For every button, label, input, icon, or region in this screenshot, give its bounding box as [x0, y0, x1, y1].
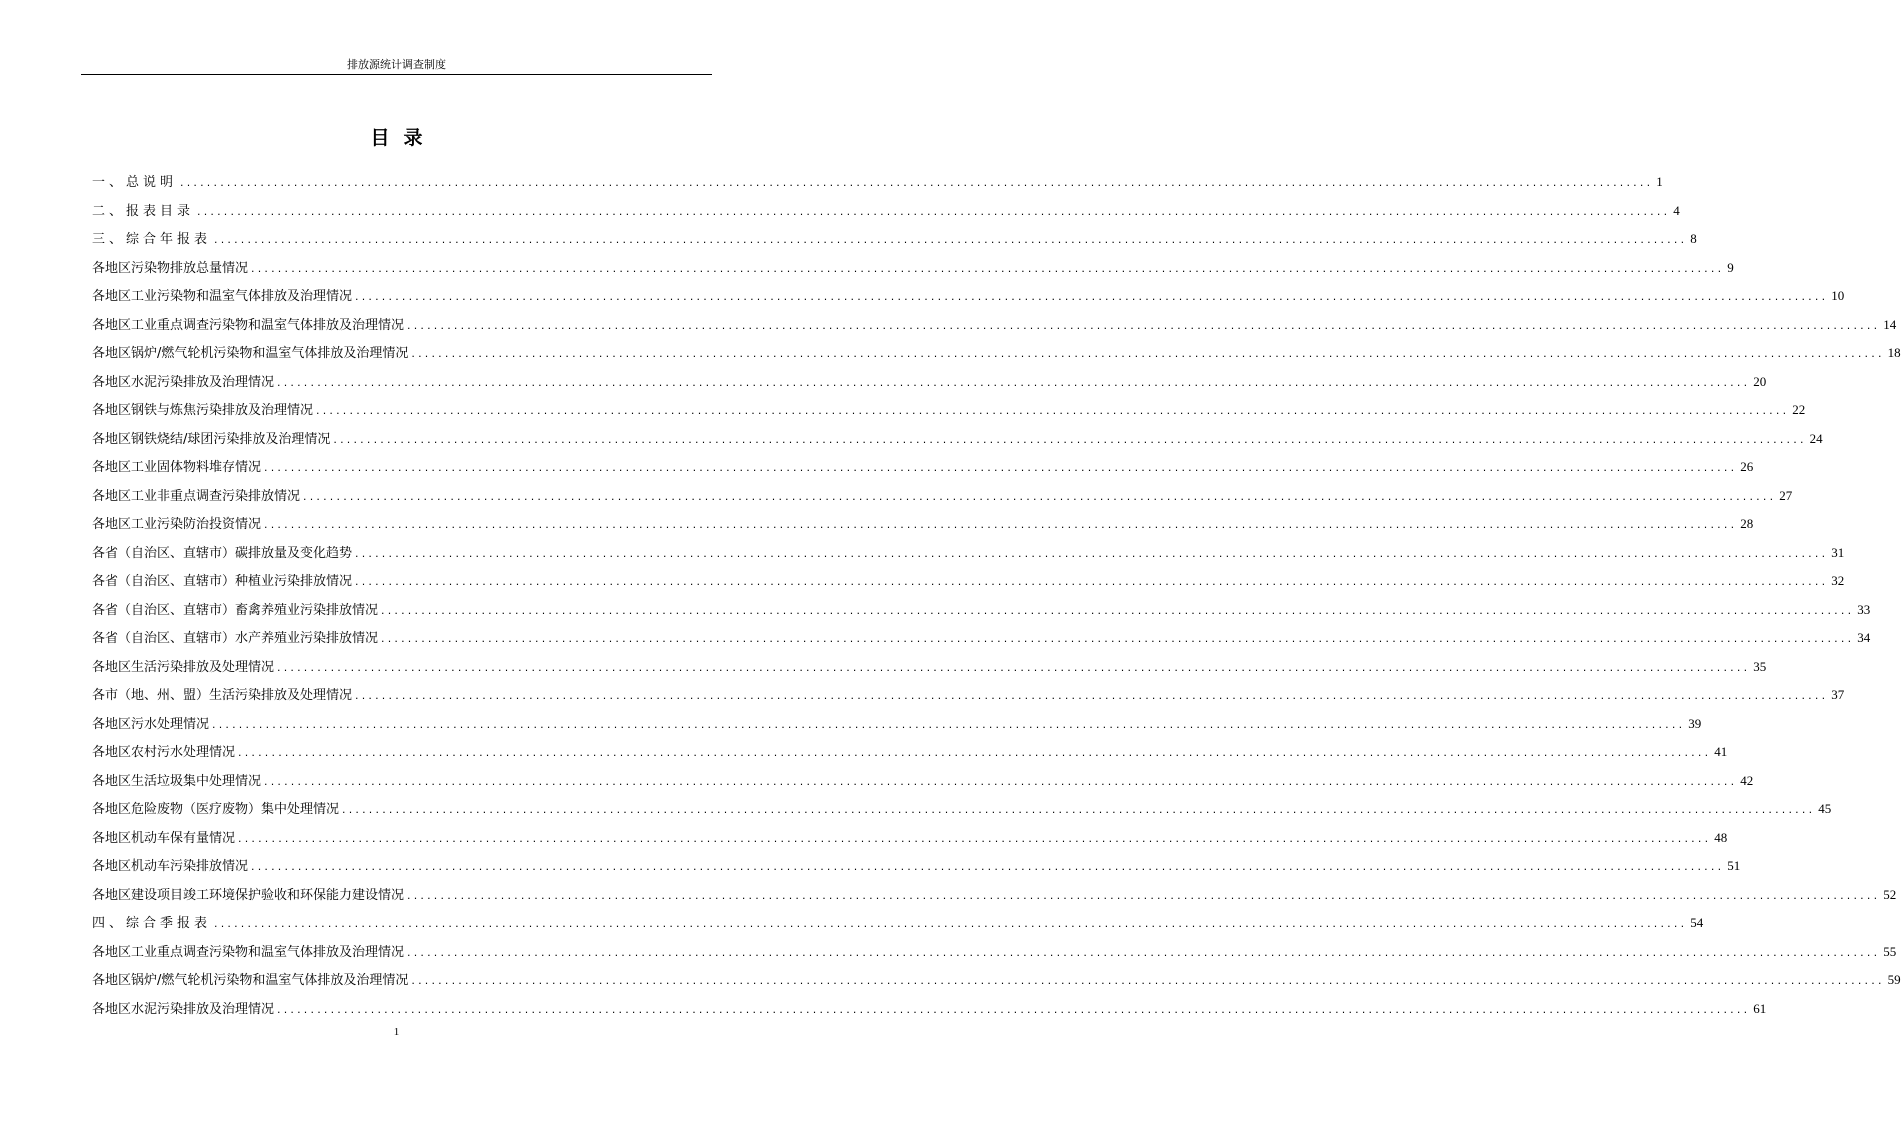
toc-entry[interactable] — [92, 738, 1728, 767]
toc-entry[interactable] — [92, 852, 1741, 881]
toc-entry[interactable] — [92, 596, 1871, 625]
toc-dot-leader: ............................................................................................................................................................................................................................ — [407, 318, 1881, 332]
toc-dot-leader: ............................................................................................................................................................................................................................ — [333, 432, 1807, 446]
toc-entry[interactable] — [92, 482, 1793, 511]
toc-entry[interactable] — [92, 225, 1697, 254]
running-header: 排放源统计调查制度 — [347, 58, 446, 71]
toc-entry[interactable] — [92, 824, 1728, 853]
toc-dot-leader: ............................................................................................................................................................................................................................ — [381, 632, 1855, 646]
toc-entry-page: 28 — [1740, 516, 1754, 532]
toc-entry[interactable] — [92, 881, 1897, 910]
toc-entry[interactable] — [92, 767, 1754, 796]
toc-entry-page: 34 — [1857, 630, 1871, 646]
toc-entry-page: 33 — [1857, 601, 1871, 617]
toc-entry-label: 各地区生活污染排放及处理情况 — [92, 659, 275, 675]
toc-entry-page: 9 — [1727, 259, 1734, 275]
toc-entry-label: 各地区机动车污染排放情况 — [92, 859, 249, 875]
toc-entry-label: 各地区工业重点调查污染物和温室气体排放及治理情况 — [92, 944, 405, 960]
toc-entry-page: 26 — [1740, 459, 1754, 475]
toc-dot-leader: ............................................................................................................................................................................................................................ — [355, 575, 1829, 589]
toc-entry-page: 22 — [1792, 402, 1806, 418]
toc-entry[interactable] — [92, 966, 1901, 995]
toc-entry-label: 各地区污染物排放总量情况 — [92, 260, 249, 276]
toc-dot-leader: ............................................................................................................................................................................................................................ — [411, 347, 1885, 361]
toc-entry[interactable] — [92, 938, 1897, 967]
toc-dot-leader: ............................................................................................................................................................................................................................ — [264, 774, 1738, 788]
toc-dot-leader: ............................................................................................................................................................................................................................ — [251, 261, 1725, 275]
toc-entry-page: 32 — [1831, 573, 1845, 589]
toc-entry-label: 四、综合季报表 — [92, 916, 212, 932]
toc-entry[interactable] — [92, 453, 1754, 482]
toc-entry-page: 20 — [1753, 373, 1767, 389]
toc-dot-leader: ............................................................................................................................................................................................................................ — [381, 603, 1855, 617]
toc-dot-leader: ............................................................................................................................................................................................................................ — [411, 974, 1885, 988]
toc-dot-leader: ............................................................................................................................................................................................................................ — [251, 860, 1725, 874]
toc-entry[interactable] — [92, 995, 1767, 1024]
toc-dot-leader: ............................................................................................................................................................................................................................ — [238, 746, 1712, 760]
toc-entry-page: 24 — [1809, 430, 1823, 446]
toc-entry-label: 各省（自治区、直辖市）畜禽养殖业污染排放情况 — [92, 602, 379, 618]
toc-entry[interactable] — [92, 311, 1897, 340]
toc-entry-label: 三、综合年报表 — [92, 232, 212, 248]
toc-entry[interactable] — [92, 282, 1845, 311]
toc-entry[interactable] — [92, 510, 1754, 539]
toc-entry-page: 14 — [1883, 316, 1897, 332]
toc-dot-leader: ............................................................................................................................................................................................................................ — [407, 945, 1881, 959]
toc-entry-label: 各地区工业非重点调查污染排放情况 — [92, 488, 301, 504]
toc-dot-leader: ............................................................................................................................................................................................................................ — [277, 660, 1751, 674]
toc-entry-page: 55 — [1883, 943, 1897, 959]
toc-entry[interactable] — [92, 795, 1832, 824]
toc-dot-leader: ............................................................................................................................................................................................................................ — [407, 888, 1881, 902]
toc-dot-leader: ............................................................................................................................................................................................................................ — [238, 831, 1712, 845]
toc-entry-label: 各省（自治区、直辖市）水产养殖业污染排放情况 — [92, 631, 379, 647]
toc-entry-page: 41 — [1714, 744, 1728, 760]
toc-dot-leader: ............................................................................................................................................................................................................................ — [264, 518, 1738, 532]
toc-entry[interactable] — [92, 710, 1702, 739]
toc-entry-page: 4 — [1673, 202, 1680, 218]
toc-dot-leader: ............................................................................................................................................................................................................................ — [214, 233, 1688, 247]
toc-dot-leader: ............................................................................................................................................................................................................................ — [303, 489, 1777, 503]
toc-entry[interactable] — [92, 168, 1663, 197]
toc-dot-leader: ............................................................................................................................................................................................................................ — [316, 404, 1790, 418]
toc-entry-label: 各地区工业重点调查污染物和温室气体排放及治理情况 — [92, 317, 405, 333]
toc-entry-label: 二、报表目录 — [92, 203, 195, 219]
toc-entry-label: 各地区危险废物（医疗废物）集中处理情况 — [92, 802, 340, 818]
toc-entry[interactable] — [92, 681, 1845, 710]
toc-entry[interactable] — [92, 254, 1734, 283]
toc-entry-page: 1 — [1656, 174, 1663, 189]
toc-dot-leader: ............................................................................................................................................................................................................................ — [355, 546, 1829, 560]
toc-entry-label: 各地区生活垃圾集中处理情况 — [92, 773, 262, 789]
toc-entry-label: 各地区农村污水处理情况 — [92, 745, 236, 761]
toc-entry[interactable] — [92, 339, 1901, 368]
toc-dot-leader: ............................................................................................................................................................................................................................ — [212, 717, 1686, 731]
toc-entry-page: 39 — [1688, 715, 1702, 731]
toc-dot-leader: ............................................................................................................................................................................................................................ — [277, 1002, 1751, 1016]
toc-entry-page: 45 — [1818, 801, 1832, 817]
toc-entry-label: 各地区钢铁烧结/球团污染排放及治理情况 — [92, 431, 331, 447]
toc-entry-page: 37 — [1831, 687, 1845, 703]
toc-entry-label: 各地区工业污染防治投资情况 — [92, 517, 262, 533]
toc-entry-page: 51 — [1727, 858, 1741, 874]
toc-dot-leader: ............................................................................................................................................................................................................................ — [342, 803, 1816, 817]
table-of-contents — [92, 168, 1901, 1023]
toc-entry-page: 59 — [1887, 972, 1901, 988]
header-rule — [81, 74, 712, 75]
toc-entry-label: 各省（自治区、直辖市）种植业污染排放情况 — [92, 574, 353, 590]
toc-entry-page: 18 — [1887, 345, 1901, 361]
toc-entry-label: 各地区锅炉/燃气轮机污染物和温室气体排放及治理情况 — [92, 346, 409, 362]
toc-entry-label: 各地区锅炉/燃气轮机污染物和温室气体排放及治理情况 — [92, 973, 409, 989]
page-number: 1 — [393, 1026, 400, 1038]
toc-entry[interactable] — [92, 425, 1823, 454]
toc-entry-label: 各地区工业固体物料堆存情况 — [92, 460, 262, 476]
toc-entry-page: 52 — [1883, 886, 1897, 902]
toc-entry-label: 各市（地、州、盟）生活污染排放及处理情况 — [92, 688, 353, 704]
toc-entry-label: 各地区水泥污染排放及治理情况 — [92, 1001, 275, 1017]
toc-entry-page: 48 — [1714, 829, 1728, 845]
toc-entry-label: 各地区钢铁与炼焦污染排放及治理情况 — [92, 403, 314, 419]
toc-entry[interactable] — [92, 653, 1767, 682]
toc-entry-label: 各地区机动车保有量情况 — [92, 830, 236, 846]
toc-dot-leader: ............................................................................................................................................................................................................................ — [277, 375, 1751, 389]
toc-entry-label: 各地区工业污染物和温室气体排放及治理情况 — [92, 289, 353, 305]
toc-entry[interactable] — [92, 567, 1845, 596]
toc-entry-page: 31 — [1831, 544, 1845, 560]
toc-entry-page: 10 — [1831, 288, 1845, 304]
toc-entry[interactable] — [92, 539, 1845, 568]
toc-entry-label: 各地区水泥污染排放及治理情况 — [92, 374, 275, 390]
toc-dot-leader: ............................................................................................................................................................................................................................ — [214, 917, 1688, 931]
toc-entry-label: 各地区建设项目竣工环境保护验收和环保能力建设情况 — [92, 887, 405, 903]
toc-entry-page: 42 — [1740, 772, 1754, 788]
toc-entry-label: 各地区污水处理情况 — [92, 716, 210, 732]
toc-dot-leader: ............................................................................................................................................................................................................................ — [197, 204, 1671, 218]
toc-entry-page: 54 — [1690, 915, 1704, 931]
toc-dot-leader: ............................................................................................................................................................................................................................ — [180, 176, 1654, 189]
toc-entry[interactable] — [92, 197, 1680, 226]
toc-dot-leader: ............................................................................................................................................................................................................................ — [264, 461, 1738, 475]
toc-entry-page: 35 — [1753, 658, 1767, 674]
toc-entry[interactable] — [92, 368, 1767, 397]
toc-entry-page: 8 — [1690, 231, 1697, 247]
toc-dot-leader: ............................................................................................................................................................................................................................ — [355, 689, 1829, 703]
toc-entry[interactable] — [92, 396, 1806, 425]
toc-entry-label: 各省（自治区、直辖市）碳排放量及变化趋势 — [92, 545, 353, 561]
toc-dot-leader: ............................................................................................................................................................................................................................ — [355, 290, 1829, 304]
toc-entry-page: 27 — [1779, 487, 1793, 503]
toc-title: 目录 — [370, 127, 437, 149]
toc-entry[interactable] — [92, 909, 1704, 938]
toc-entry-page: 61 — [1753, 1000, 1767, 1016]
toc-entry-label: 一、总说明 — [92, 175, 178, 190]
toc-entry[interactable] — [92, 624, 1871, 653]
